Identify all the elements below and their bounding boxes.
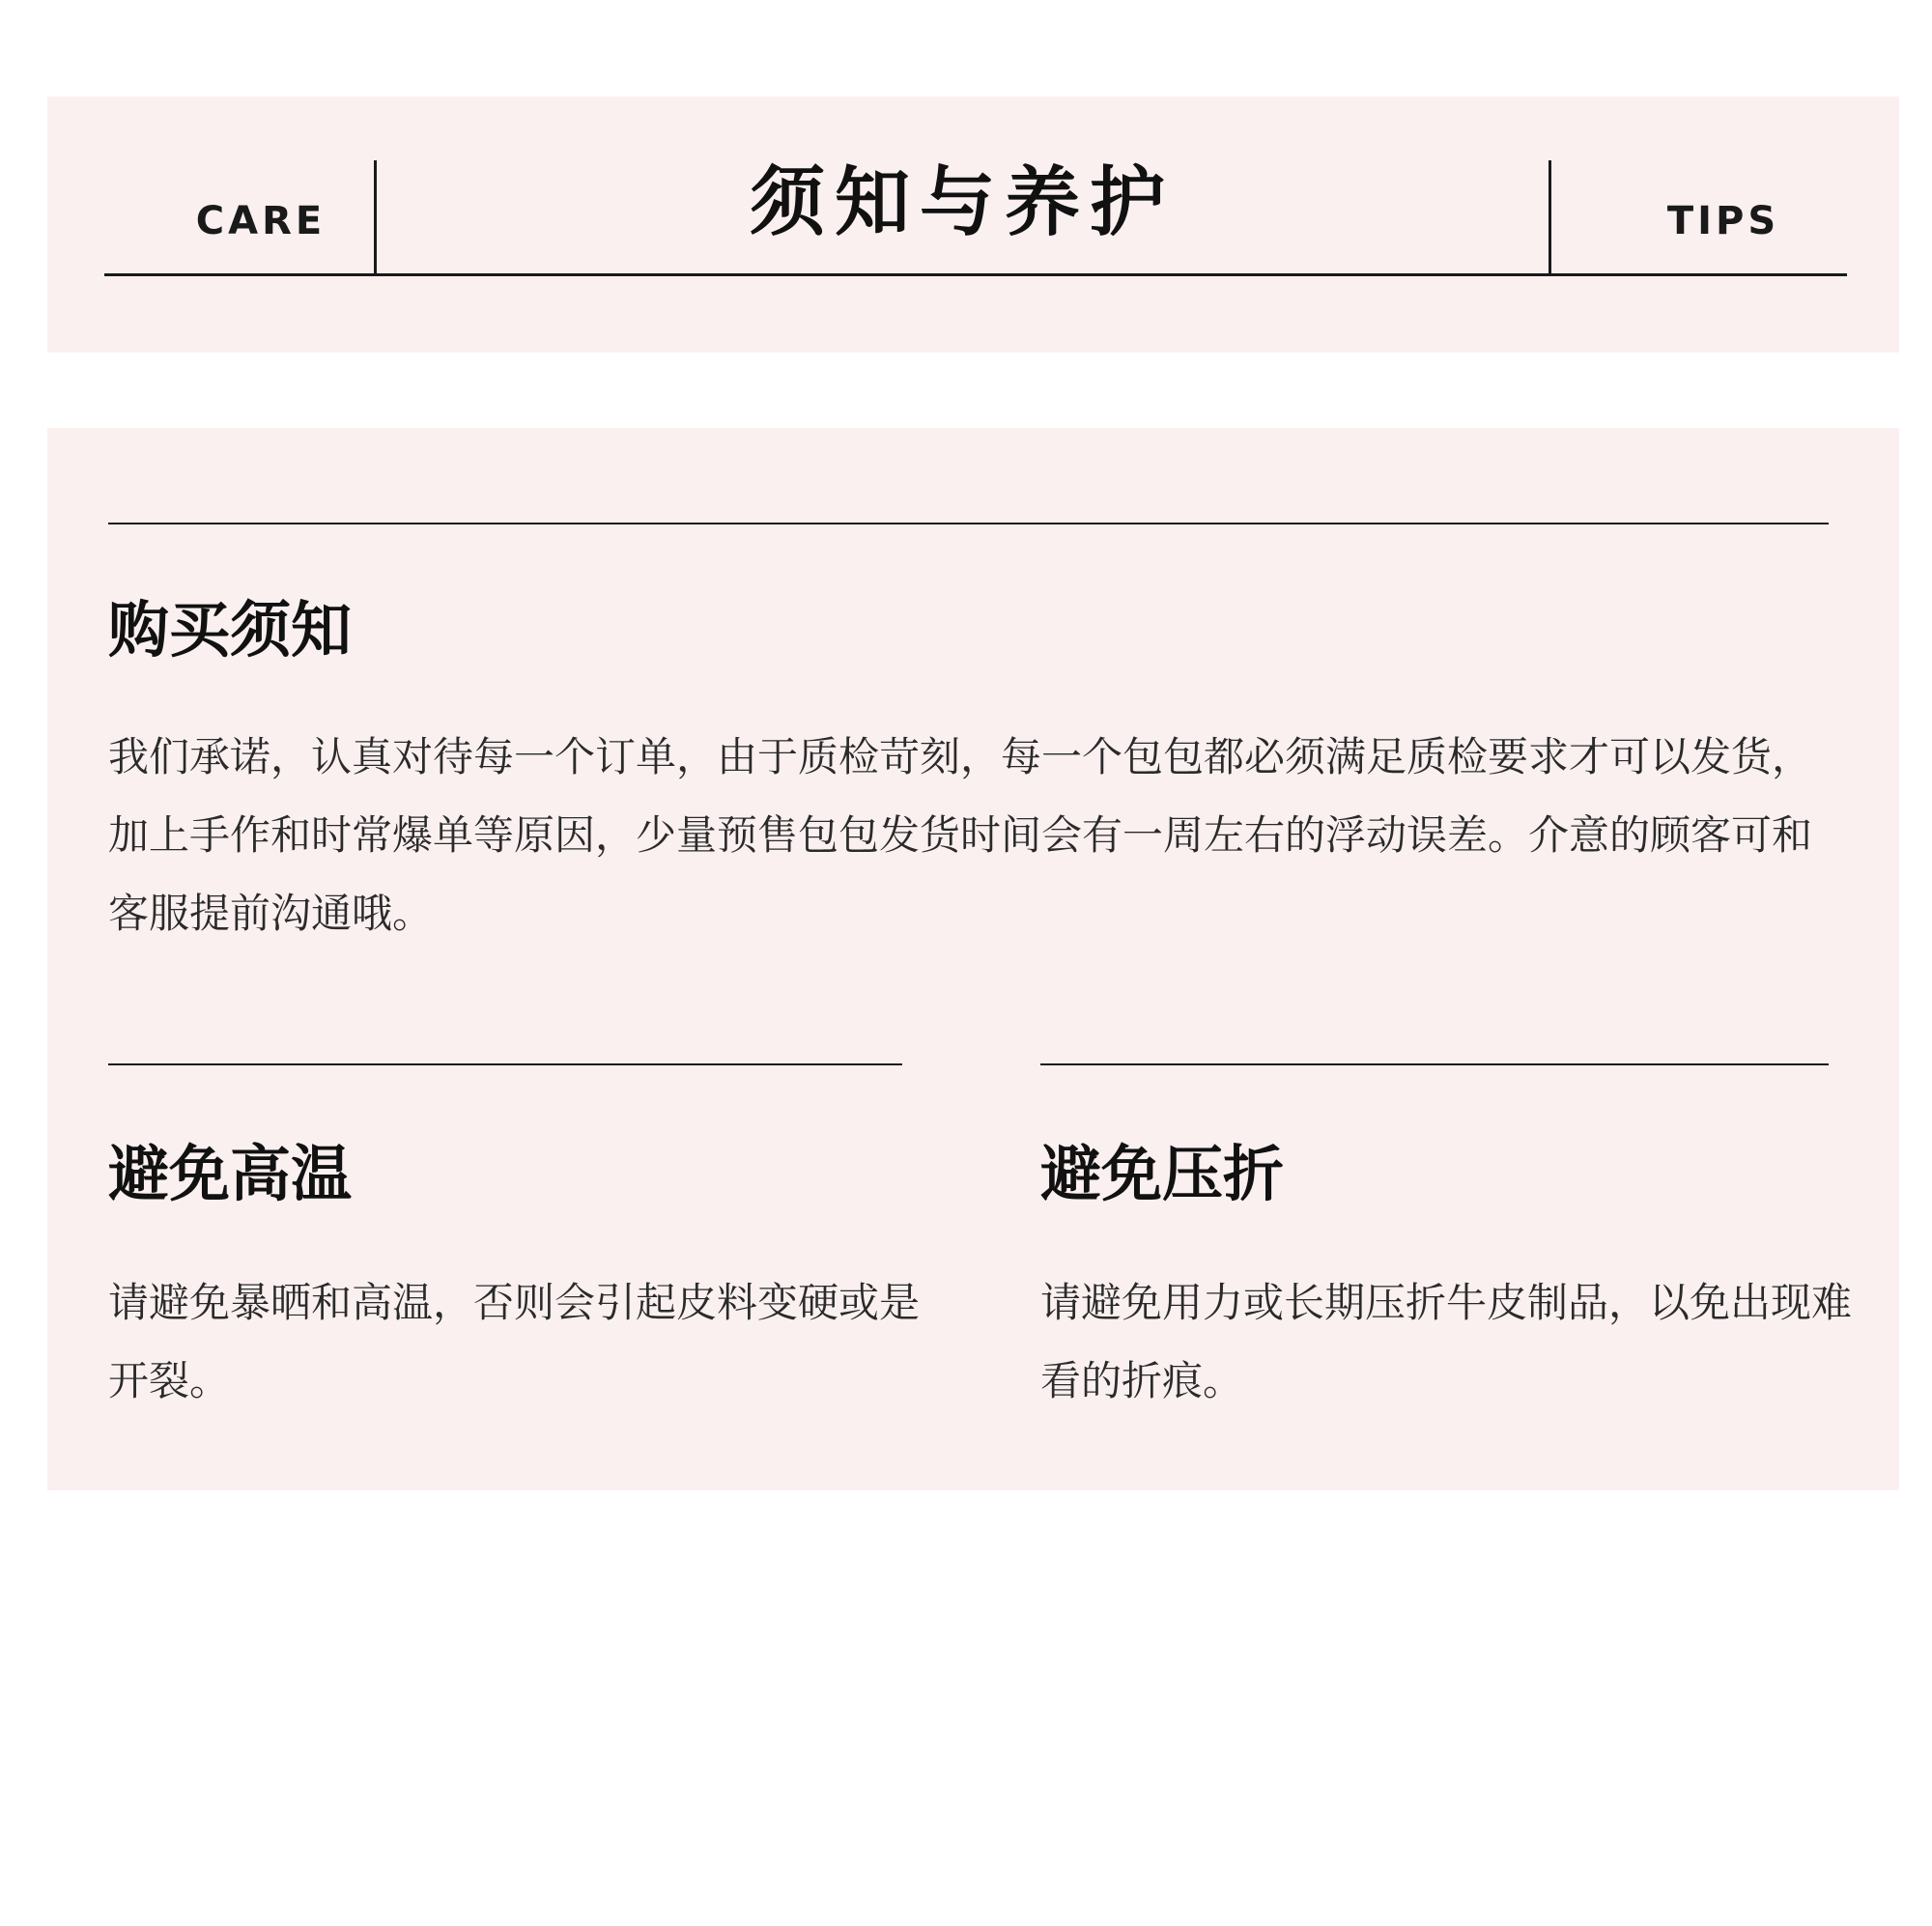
purchase-notice-title: 购买须知: [108, 595, 352, 666]
avoid-heat-title: 避免高温: [108, 1139, 352, 1209]
header-tips-label: TIPS: [1666, 199, 1780, 243]
header-divider-left: [374, 160, 377, 274]
header-care-label: CARE: [195, 199, 327, 243]
page-title: 须知与养护: [749, 159, 1175, 246]
purchase-notice-body: 我们承诺，认真对待每一个订单，由于质检苛刻，每一个包包都必须满足质检要求才可以发货，加上手作和时常爆单等原因，少量预售包包发货时间会有一周左右的浮动误差。介意的顾客可和客服提前沟通哦。: [108, 733, 1813, 937]
section-divider-right: [1040, 1063, 1829, 1065]
section-divider-top: [108, 523, 1829, 524]
section-divider-left: [108, 1063, 902, 1065]
header-panel: [47, 97, 1899, 353]
avoid-folding-body: 请避免用力或长期压折牛皮制品，以免出现难看的折痕。: [1040, 1279, 1853, 1404]
header-underline: [104, 273, 1847, 276]
avoid-folding-title: 避免压折: [1040, 1139, 1284, 1209]
content-panel: [47, 428, 1899, 1490]
header-divider-right: [1548, 160, 1551, 274]
avoid-heat-body: 请避免暴晒和高温，否则会引起皮料变硬或是开裂。: [108, 1279, 921, 1404]
